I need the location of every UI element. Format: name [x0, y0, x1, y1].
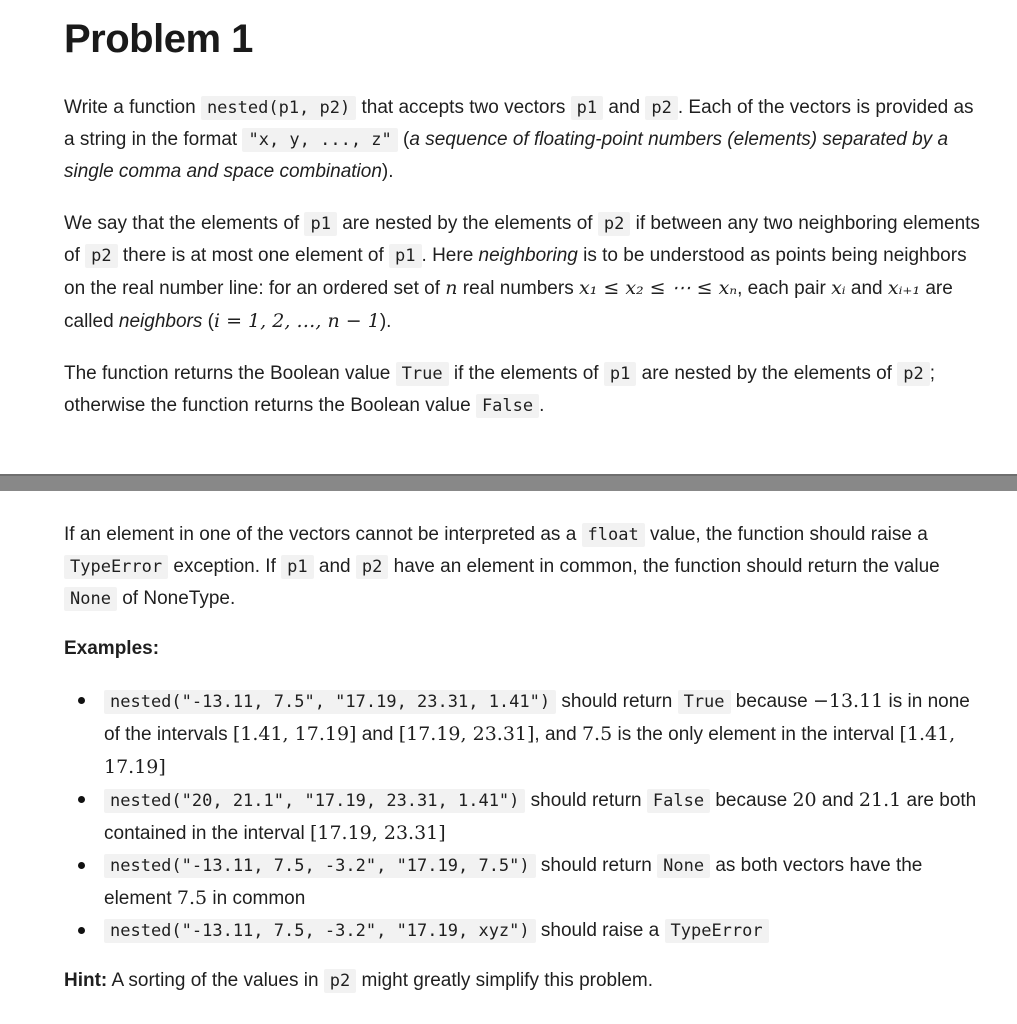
bullet-icon	[78, 927, 85, 934]
hint-paragraph: Hint: A sorting of the values in p2 might greatly simplify this problem.	[64, 970, 653, 991]
math-ordered-sequence: x₁ ≤ x₂ ≤ ⋯ ≤ xₙ	[578, 277, 738, 299]
nesting-definition-paragraph: We say that the elements of p1 are nested by the elements of p2 if between any two neighboring elements of p2 there is at most one element of p1 . Here neighboring is to be understood as points being neighbors on the real number line: for an ordered set of n real numbers x₁ ≤ x₂ ≤ ⋯ ≤ xₙ, each pair xᵢ and xᵢ₊₁ are called neighbors (i = 1, 2, …, n − 1).	[64, 213, 980, 332]
math-xi-plus-1: xᵢ₊₁	[887, 277, 921, 299]
error-handling-paragraph: If an element in one of the vectors cannot be interpreted as a float value, the function should raise a TypeError exception. If p1 and p2 have an element in common, the function should return the value None of NoneType.	[64, 524, 940, 609]
math-n: n	[445, 277, 458, 299]
code-typeerror: TypeError	[64, 555, 168, 579]
list-item: nested("-13.11, 7.5, -3.2", "17.19, xyz") should raise a TypeError	[64, 915, 981, 947]
intro-paragraph: Write a function nested(p1, p2) that accepts two vectors p1 and p2 . Each of the vectors is provided as a string in the format "x, y, ..., z" (a sequence of floating-point numbers (elements) separated by a single comma and space combination).	[64, 97, 974, 182]
code-p2: p2	[598, 212, 630, 236]
return-value-paragraph: The function returns the Boolean value True if the elements of p1 are nested by the elements of p2 ; otherwise the function returns the Boolean value False .	[64, 363, 935, 416]
problem-description	[64, 92, 981, 442]
example-call: nested("-13.11, 7.5, -3.2", "17.19, 7.5")	[104, 854, 536, 878]
math-index-range: i = 1, 2, …, n − 1	[213, 310, 380, 332]
code-p2: p2	[356, 555, 388, 579]
code-p1: p1	[604, 362, 636, 386]
code-p1: p1	[304, 212, 336, 236]
problem-details	[64, 519, 981, 997]
code-none: None	[64, 587, 117, 611]
code-p2: p2	[324, 969, 356, 993]
page-title: Problem 1	[64, 17, 253, 61]
example-return: False	[647, 789, 710, 813]
example-return: TypeError	[665, 919, 769, 943]
code-false: False	[476, 394, 539, 418]
code-float: float	[582, 523, 645, 547]
code-format: "x, y, ..., z"	[242, 128, 397, 152]
bullet-icon	[78, 862, 85, 869]
example-return: True	[678, 690, 731, 714]
list-item: nested("-13.11, 7.5, -3.2", "17.19, 7.5") should return None as both vectors have the element 7.5 in common	[64, 850, 981, 915]
code-p1: p1	[389, 244, 421, 268]
bullet-icon	[78, 796, 85, 803]
code-nested-signature: nested(p1, p2)	[201, 96, 356, 120]
example-call: nested("-13.11, 7.5", "17.19, 23.31, 1.41")	[104, 690, 556, 714]
examples-list	[64, 685, 981, 947]
list-item: nested("20, 21.1", "17.19, 23.31, 1.41") should return False because 20 and 21.1 are both contained in the interval [17.19, 23.31]	[64, 784, 981, 850]
code-p2: p2	[645, 96, 677, 120]
code-true: True	[396, 362, 449, 386]
bullet-icon	[78, 697, 85, 704]
code-p1: p1	[571, 96, 603, 120]
code-p2: p2	[85, 244, 117, 268]
code-p1: p1	[281, 555, 313, 579]
hint-label: Hint:	[64, 970, 108, 991]
example-call: nested("20, 21.1", "17.19, 23.31, 1.41")	[104, 789, 525, 813]
examples-heading: Examples:	[64, 638, 160, 659]
code-p2: p2	[897, 362, 929, 386]
list-item: nested("-13.11, 7.5", "17.19, 23.31, 1.41") should return True because −13.11 is in none of the intervals [1.41, 17.19] and [17.19, 23.31], and 7.5 is the only element in the interval [1.41, 17.19]	[64, 685, 981, 784]
example-call: nested("-13.11, 7.5, -3.2", "17.19, xyz")	[104, 919, 536, 943]
example-return: None	[657, 854, 710, 878]
math-xi: xᵢ	[831, 277, 846, 299]
section-divider	[0, 474, 1017, 491]
